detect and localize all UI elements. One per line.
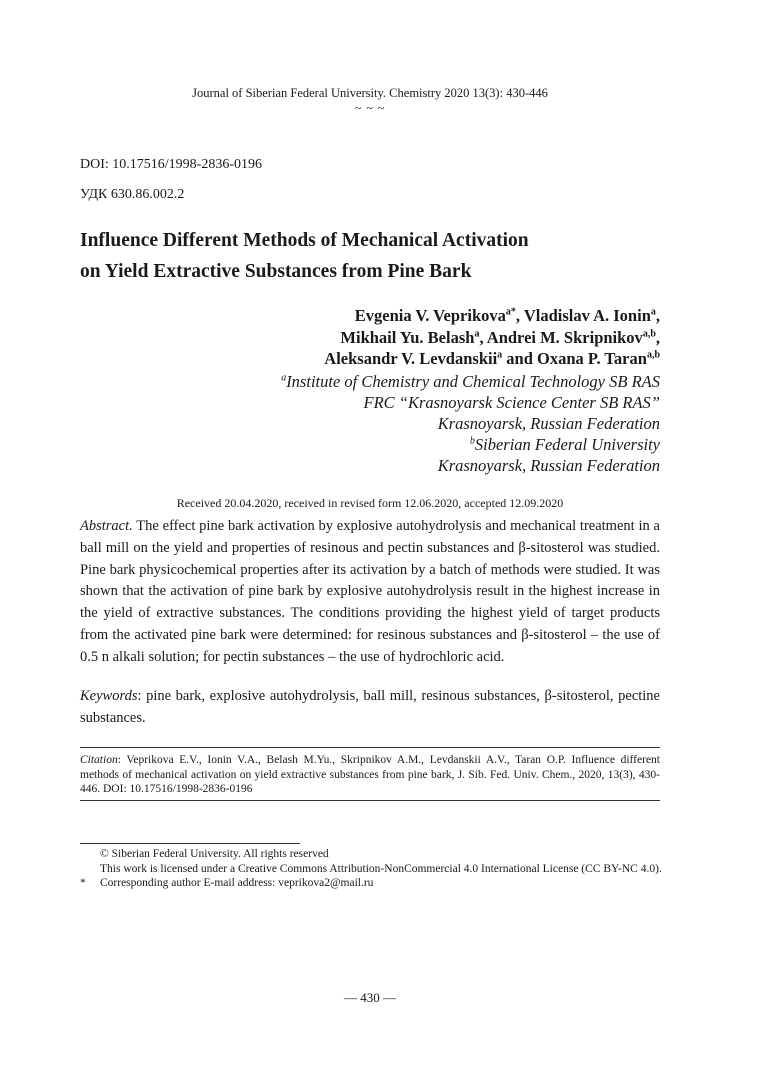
authors-line-1 [324,305,660,327]
author-affil-sup: a [474,328,480,339]
keywords [80,686,660,730]
affiliation-a-line-3: Krasnoyarsk, Russian Federation [437,414,660,433]
affiliation-a-line-1 [281,371,660,392]
doi: DOI: 10.17516/1998-2836-0196 [80,157,262,172]
received-dates: Received 20.04.2020, received in revised form 12.06.2020, accepted 12.09.2020 [176,496,564,510]
author-name: Aleksandr V. Levdanskii [324,349,498,368]
affiliation-b-line-1 [281,434,660,455]
footnote-text: © Siberian Federal University. All rights reserved [100,848,329,860]
affil-sup: b [469,435,475,447]
footnote-text: Corresponding author E-mail address: veprikova2@mail.ru [100,877,374,889]
citation-label: Citation [80,754,118,766]
abstract-label: Abstract. [80,518,133,534]
author-separator: , [515,306,524,325]
author-affil-sup: a* [505,306,516,318]
author-separator: , [655,327,660,347]
citation-top-rule [80,747,660,748]
footnote-license [80,862,662,877]
footnote-copyright [80,847,662,862]
title-line-2: on Yield Extractive Substances from Pine Bark [80,261,472,282]
affiliation-text: Institute of Chemistry and Chemical Technology SB RAS [286,372,660,391]
author-name: Andrei M. Skripnikov [486,327,643,347]
author-list [324,305,660,370]
journal-header: Journal of Siberian Federal University. Chemistry 2020 13(3): 430-446 [192,86,548,100]
author-name: Evgenia V. Veprikova [354,306,506,325]
author-name: Oxana P. Taran [537,349,647,368]
author-separator: , [479,327,487,347]
keywords-label: Keywords [80,688,138,704]
author-affil-sup: a [497,349,503,361]
authors-line-3 [324,348,660,370]
affil-sup: a [281,372,287,384]
affiliation-b-line-2: Krasnoyarsk, Russian Federation [437,456,660,475]
author-affil-sup: a [650,306,656,318]
footnote-rule [80,843,300,844]
author-separator: , [655,306,660,325]
title-line-1: Influence Different Methods of Mechanical Activation [80,230,529,251]
citation [80,753,660,797]
affiliations [281,371,660,476]
author-affil-sup: a,b [646,349,660,361]
author-name: Vladislav A. Ionin [523,306,651,325]
affiliation-text: Siberian Federal University [474,435,660,454]
affiliation-a-line-2: FRC “Krasnoyarsk Science Center SB RAS” [363,393,660,412]
abstract-text: The effect pine bark activation by explosive autohydrolysis and mechanical treatment in a ball mill on the yield and properties of resinous and pectin substances and β-sitosterol was studied. Pine bark physicochemical properties after its activation by a batch of methods were studied. It was shown that the activation of pine bark by explosive autohydrolysis result in the highest increase in the yield of extractive substances. The conditions providing the highest yield of target products from the activated pine bark were determined: for resinous substances and β-sitosterol – the use of 0.5 n alkali solution; for pectin substances – the use of hydrochloric acid. [80,518,660,665]
paper-title [80,225,529,287]
footnote-corresponding [80,876,662,891]
authors-line-2 [324,327,660,349]
author-separator: and [502,349,538,368]
footnote-mark: * [80,877,86,889]
citation-bottom-rule [80,800,660,801]
abstract [80,516,660,669]
author-affil-sup: a,b [642,328,656,339]
footnotes [80,847,662,891]
udk-code: УДК 630.86.002.2 [80,187,185,202]
author-name: Mikhail Yu. Belash [340,327,475,347]
keywords-text: : pine bark, explosive autohydrolysis, ball mill, resinous substances, β-sitosterol, pectine substances. [80,688,660,726]
footnote-text: This work is licensed under a Creative Commons Attribution-NonCommercial 4.0 International License (CC BY-NC 4.0). [100,862,662,875]
header-separator: ~ ~ ~ [354,101,386,115]
citation-text: : Veprikova E.V., Ionin V.A., Belash M.Yu., Skripnikov A.M., Levdanskii A.V., Taran O.P. Influence different methods of mechanical activation on yield extractive substances from pine bark, J. Sib. Fed. Univ. Chem., 2020, 13(3), 430-446. DOI: 10.17516/1998-2836-0196 [80,754,660,795]
page-number: — 430 — [344,990,396,1005]
